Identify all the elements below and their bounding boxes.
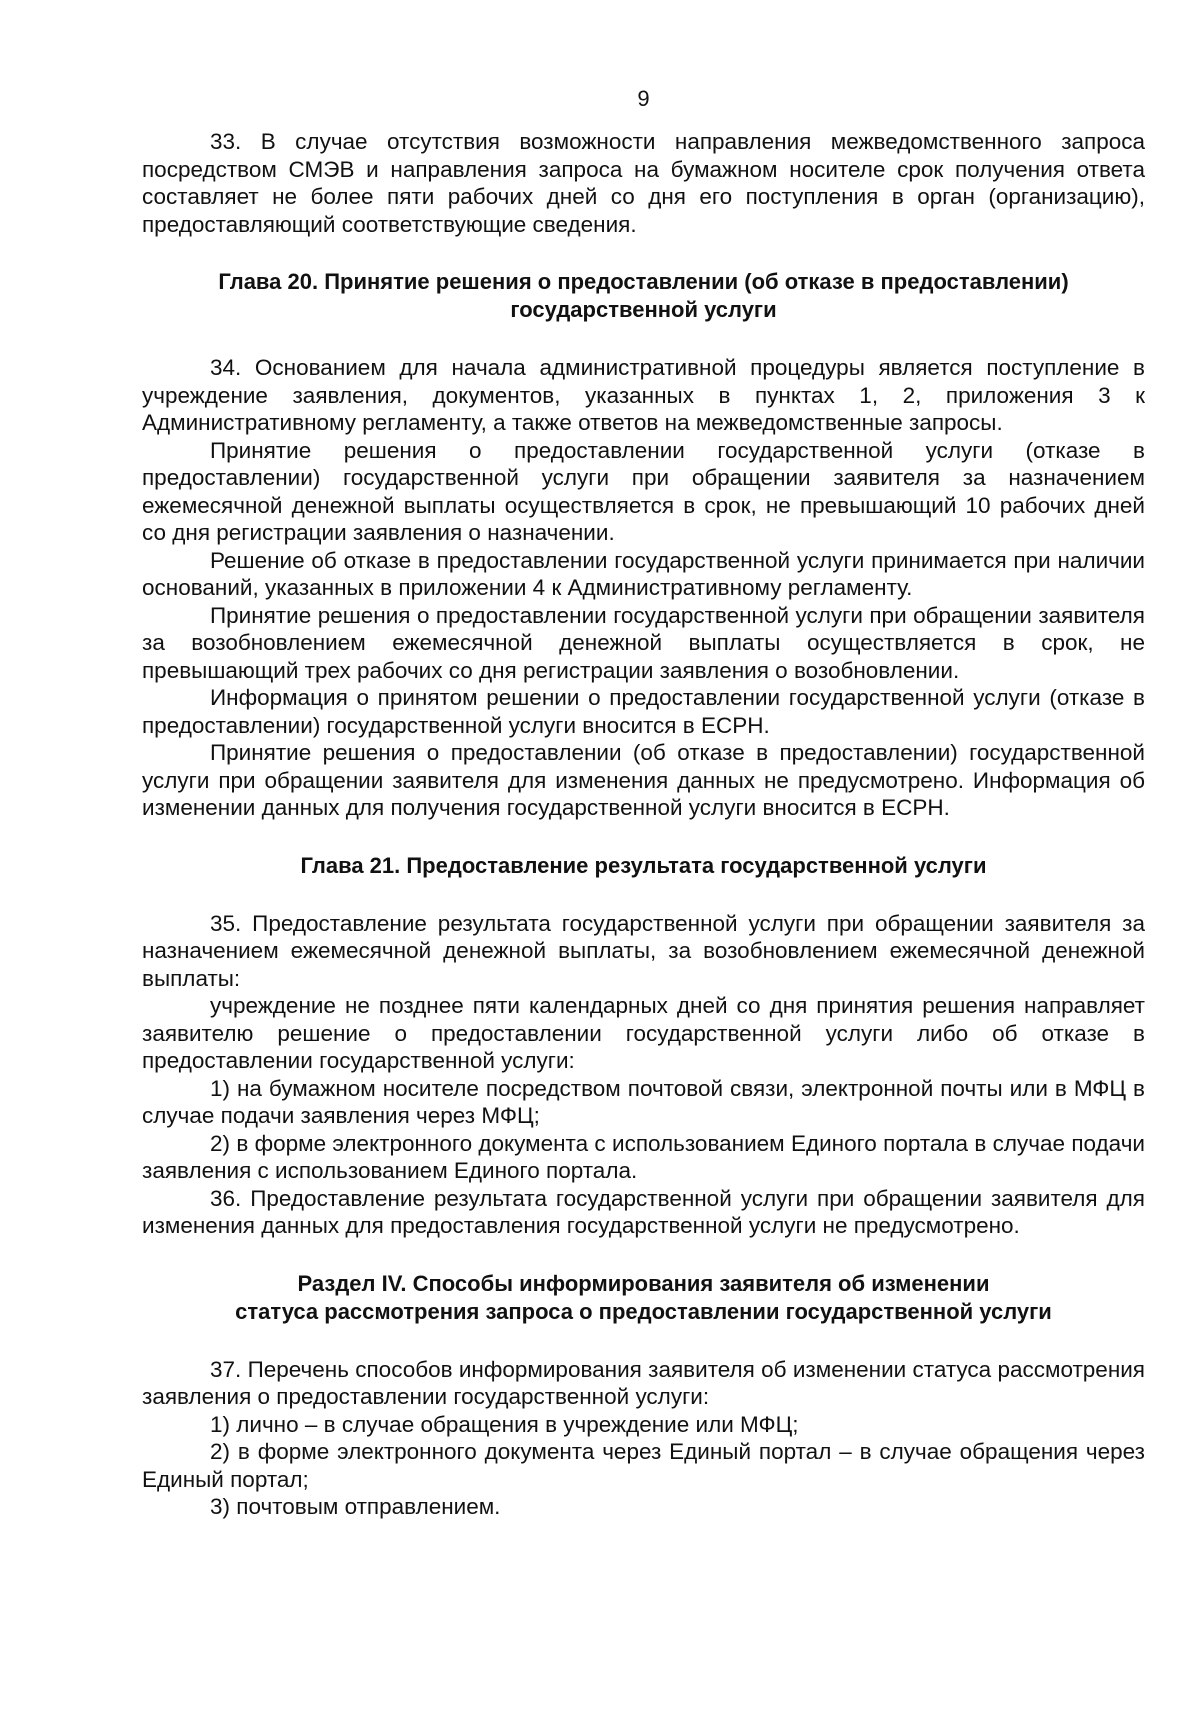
spacer: [142, 238, 1145, 268]
spacer: [142, 1326, 1145, 1356]
paragraph-33: 33. В случае отсутствия возможности направления межведомственного запроса посредством СМЭВ и направления запроса на бумажном носителе срок получения ответа составляет не более пяти рабочих дней со дня его поступления в орган (организацию), предоставляющий соответствующие сведения.: [142, 129, 1145, 237]
paragraph-37-item-1: 1) лично – в случае обращения в учреждение или МФЦ;: [210, 1411, 799, 1437]
paragraph-34-decision-term: Принятие решения о предоставлении государственной услуги (отказе в предоставлении) государственной услуги при обращении заявителя за назначением ежемесячной денежной выплаты осуществляется в срок, не превышающий 10 рабочих дней со дня регистрации заявления о назначении.: [142, 437, 1145, 545]
paragraph-37-item-3: 3) почтовым отправлением.: [210, 1494, 501, 1519]
section-4-heading-line-1: Раздел IV. Способы информирования заявителя об изменении: [297, 1270, 990, 1296]
paragraph-37: 37. Перечень способов информирования заявителя об изменении статуса рассмотрения заявления о предоставлении государственной услуги:: [142, 1356, 1145, 1409]
paragraph-37-item-2: 2) в форме электронного документа через Единый портал – в случае обращения через Единый портал;: [142, 1439, 1145, 1492]
paragraph-34: 34. Основанием для начала административной процедуры является поступление в учреждение заявления, документов, указанных в пунктах 1, 2, приложения 3 к Административному регламенту, а также ответов на межведомственные запросы.: [142, 355, 1145, 435]
paragraph-34-resumption: Принятие решения о предоставлении государственной услуги при обращении заявителя за возобновлением ежемесячной денежной выплаты осуществляется в срок, не превышающий трех рабочих со дня регистрации заявления о возобновлении.: [142, 602, 1145, 683]
spacer: [142, 822, 1145, 852]
chapter-20-heading-line-1: Глава 20. Принятие решения о предоставлении (об отказе в предоставлении): [218, 269, 1069, 294]
paragraph-35-item-1: 1) на бумажном носителе посредством почтовой связи, электронной почты или в МФЦ в случае подачи заявления через МФЦ;: [142, 1075, 1145, 1128]
paragraph-34-refusal: Решение об отказе в предоставлении государственной услуги принимается при наличии оснований, указанных в приложении 4 к Административному регламенту.: [142, 547, 1145, 600]
paragraph-34-esrn: Информация о принятом решении о предоставлении государственной услуги (отказе в предоставлении) государственной услуги вносится в ЕСРН.: [142, 685, 1145, 738]
section-4-heading-line-2: статуса рассмотрения запроса о предоставлении государственной услуги: [235, 1298, 1052, 1324]
paragraph-35: 35. Предоставление результата государственной услуги при обращении заявителя за назначением ежемесячной денежной выплаты, за возобновлением ежемесячной денежной выплаты:: [142, 910, 1145, 991]
chapter-21-heading: Глава 21. Предоставление результата государственной услуги: [300, 852, 987, 878]
paragraph-35-item-2: 2) в форме электронного документа с использованием Единого портала в случае подачи заявления с использованием Единого портала.: [142, 1130, 1145, 1183]
paragraph-35-institution: учреждение не позднее пяти календарных дней со дня принятия решения направляет заявителю решение о предоставлении государственной услуги либо об отказе в предоставлении государственной услуги:: [142, 993, 1145, 1073]
spacer: [142, 880, 1145, 910]
spacer: [142, 324, 1145, 354]
spacer: [142, 1240, 1145, 1270]
chapter-20-heading-line-2: государственной услуги: [510, 297, 777, 322]
paragraph-36: 36. Предоставление результата государственной услуги при обращении заявителя для изменения данных для предоставления государственной услуги не предусмотрено.: [142, 1185, 1145, 1238]
section-4-heading: [142, 1270, 1145, 1326]
paragraph-34-data-change: Принятие решения о предоставлении (об отказе в предоставлении) государственной услуги при обращении заявителя для изменения данных не предусмотрено. Информация об изменении данных для получения государственной услуги вносится в ЕСРН.: [142, 740, 1145, 820]
document-body: [142, 86, 1145, 1521]
chapter-20-heading: [142, 268, 1145, 324]
page-number: 9: [637, 86, 650, 111]
